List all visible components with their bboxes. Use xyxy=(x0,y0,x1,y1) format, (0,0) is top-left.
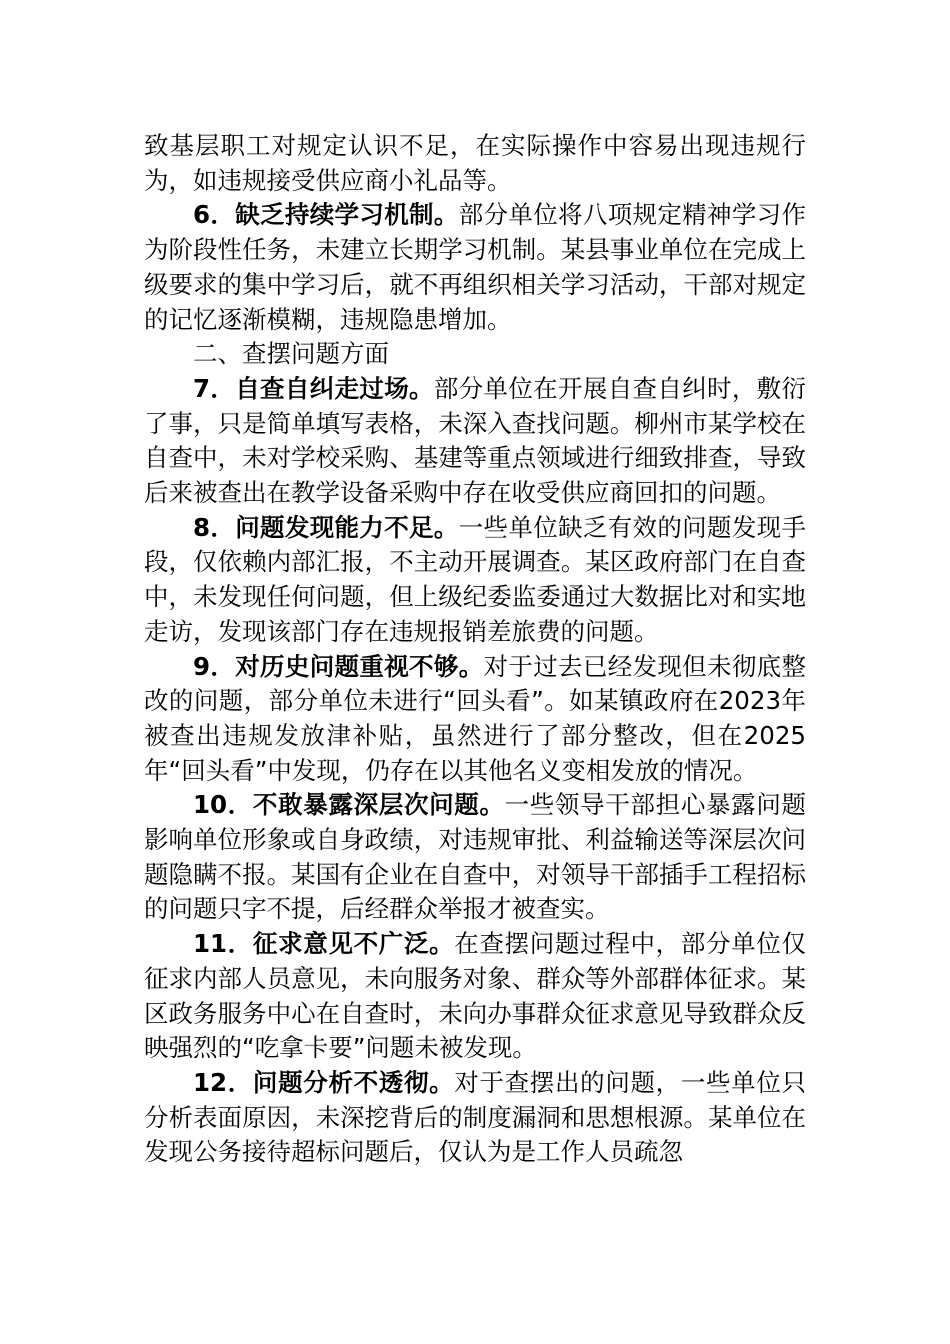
paragraph-text: 部分单位将八项规定精神学习作为阶段性任务，未建立长期学习机制。某县事业单位在完成上级要求的集中学习后，就不再组织相关学习活动，干部对规定的记忆逐渐模糊，违规隐患增加。 xyxy=(144,200,807,334)
section-heading xyxy=(144,337,806,372)
item-heading: 9．对历史问题重视不够。 xyxy=(193,651,484,681)
item-heading: 8．问题发现能力不足。 xyxy=(193,512,459,542)
document-body xyxy=(144,129,806,1170)
paragraph-text: 致基层职工对规定认识不足，在实际操作中容易出现违规行为，如违规接受供应商小礼品等。 xyxy=(144,131,806,195)
item-heading: 11．征求意见不广泛。 xyxy=(193,929,455,959)
paragraph-text: 一些领导干部担心暴露问题影响单位形象或自身政绩，对违规审批、利益输送等深层次问题隐瞒不报。某国有企业在自查中，对领导干部插手工程招标的问题只字不提，后经群众举报才被查实。 xyxy=(144,790,807,924)
paragraph-text: 对于查摆出的问题，一些单位只分析表面原因，未深挖背后的制度漏洞和思想根源。某单位在发现公务接待超标问题后，仅认为是工作人员疏忽 xyxy=(144,1067,807,1167)
paragraph-item-11 xyxy=(144,927,806,1066)
item-heading: 12．问题分析不透彻。 xyxy=(193,1067,455,1097)
paragraph-item-7 xyxy=(144,372,806,511)
paragraph-item-10 xyxy=(144,788,806,927)
paragraph-item-8 xyxy=(144,511,806,650)
paragraph-text: 在查摆问题过程中，部分单位仅征求内部人员意见，未向服务对象、群众等外部群体征求。某区政务服务中心在自查时，未向办事群众征求意见导致群众反映强烈的“吃拿卡要”问题未被发现。 xyxy=(144,929,807,1063)
paragraph-text: 一些单位缺乏有效的问题发现手段，仅依赖内部汇报，不主动开展调查。某区政府部门在自查中，未发现任何问题，但上级纪委监委通过大数据比对和实地走访，发现该部门存在违规报销差旅费的问题。 xyxy=(144,512,807,646)
item-heading: 7．自查自纠走过场。 xyxy=(193,373,434,403)
item-heading: 10．不敢暴露深层次问题。 xyxy=(193,790,505,820)
item-heading: 6．缺乏持续学习机制。 xyxy=(193,200,459,230)
paragraph-item-12 xyxy=(144,1066,806,1170)
paragraph-text: 部分单位在开展自查自纠时，敷衍了事，只是简单填写表格，未深入查找问题。柳州市某学校在自查中，未对学校采购、基建等重点领域进行细致排查，导致后来被查出在教学设备采购中存在收受供应商回扣的问题。 xyxy=(144,373,807,508)
section-title: 二、查摆问题方面 xyxy=(193,339,389,369)
paragraph-item-9 xyxy=(144,650,806,789)
paragraph-item-6 xyxy=(144,198,806,337)
paragraph-continued xyxy=(144,129,806,198)
paragraph-text: 对于过去已经发现但未彻底整改的问题，部分单位未进行“回头看”。如某镇政府在2023年被查出违规发放津补贴，虽然进行了部分整改，但在2025年“回头看”中发现，仍存在以其他名义变相发放的情况。 xyxy=(144,651,807,785)
